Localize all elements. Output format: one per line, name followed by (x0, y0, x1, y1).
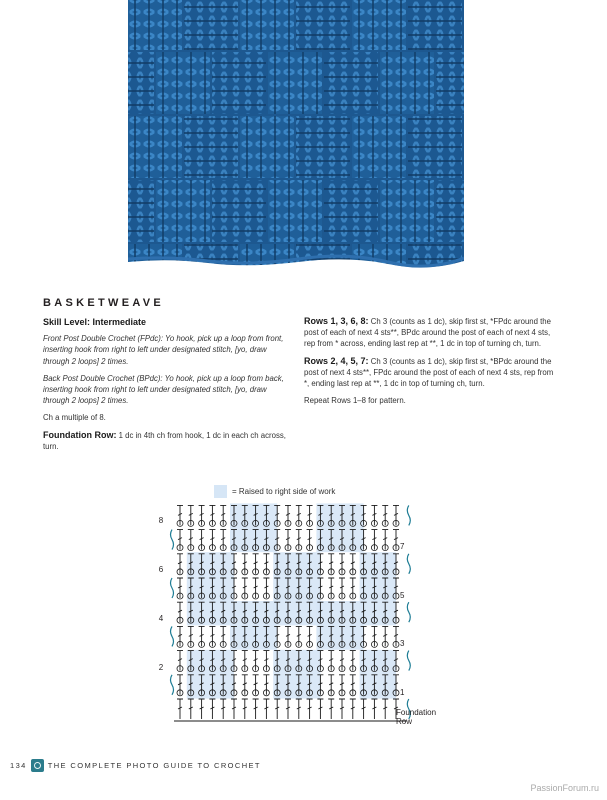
stitch-symbol (307, 530, 313, 550)
raised-region (187, 552, 234, 625)
stitch-symbol (253, 578, 259, 598)
stitch-symbol (263, 699, 269, 719)
raised-region (273, 650, 320, 699)
stitch-symbol (242, 651, 248, 671)
stitch-symbol (285, 626, 291, 646)
stitch-symbol (339, 699, 345, 719)
stitch-symbol (328, 554, 334, 574)
stitch-symbol (177, 530, 183, 550)
swatch-block (380, 180, 434, 242)
swatch-block (184, 0, 238, 50)
row-number-4: 4 (158, 614, 164, 623)
swatch-block (268, 52, 322, 114)
turning-chain (407, 554, 410, 574)
stitch-symbol (328, 578, 334, 598)
stitch-symbol (285, 699, 291, 719)
chain-multiple: Ch a multiple of 8. (43, 413, 106, 423)
stitch-symbol (328, 675, 334, 695)
repeat-instruction: Repeat Rows 1–8 for pattern. (304, 396, 406, 406)
swatch-block (436, 180, 464, 242)
turning-chain (171, 530, 174, 550)
stitch-symbol (296, 699, 302, 719)
swatch-block (156, 52, 210, 114)
turning-chain (171, 675, 174, 695)
swatch-block (408, 116, 462, 178)
stitch-symbol (199, 626, 205, 646)
stitch-symbol (220, 505, 226, 525)
foundation-row-label: Foundation Row: (43, 429, 117, 440)
swatch-block (240, 116, 294, 178)
row-number-5: 5 (400, 591, 405, 600)
turning-chain (171, 578, 174, 598)
stitch-symbol (350, 554, 356, 574)
stitch-symbol (253, 554, 259, 574)
swatch-block (352, 116, 406, 178)
stitch-symbol (317, 699, 323, 719)
stitch-symbol (350, 675, 356, 695)
stitch-symbol (371, 505, 377, 525)
stitch-symbol (263, 651, 269, 671)
swatch-block (324, 52, 378, 114)
section-title: BASKETWEAVE (43, 297, 165, 309)
stitch-symbol (285, 505, 291, 525)
row-number-1: 1 (400, 688, 405, 697)
stitch-symbol (177, 578, 183, 598)
swatch-block (436, 52, 464, 114)
stitch-symbol (307, 505, 313, 525)
stitch-symbol (177, 626, 183, 646)
row-number-7: 7 (400, 542, 405, 551)
stitch-symbol (188, 699, 194, 719)
stitch-symbol (263, 675, 269, 695)
bpdc-definition: Back Post Double Crochet (BPdc): Yo hook, pick up a loop from back, inserting hook from right to left under designated stitch, [yo, draw through 2 loops] 2 times. (43, 373, 284, 406)
stitch-symbol (361, 699, 367, 719)
stitch-symbol (199, 530, 205, 550)
stitch-symbol (382, 626, 388, 646)
stitch-symbol (350, 578, 356, 598)
stitch-symbol (350, 699, 356, 719)
swatch-photo (128, 0, 464, 270)
stitch-symbol (263, 578, 269, 598)
row-number-6: 6 (158, 565, 164, 574)
turning-chain (407, 651, 410, 671)
stitch-symbol (231, 699, 237, 719)
turning-chain (171, 626, 174, 646)
swatch-block (380, 52, 434, 114)
rows-1-3-6-8-text: Ch 3 (counts as 1 dc), skip first st, *FPdc around the post of each of next 4 sts**, BPdc around the post of each of next 4 sts, rep from * across, ending last rep at **, 1 dc in top of turning ch, turn. (304, 317, 551, 349)
page-number: 134 (10, 761, 27, 770)
stitch-symbol (263, 554, 269, 574)
stitch-symbol (209, 626, 215, 646)
stitch-symbol (296, 505, 302, 525)
stitch-symbol (393, 530, 399, 550)
stitch-symbol (307, 699, 313, 719)
stitch-symbol (242, 578, 248, 598)
stitch-symbol (393, 626, 399, 646)
foundation-row-instruction (43, 430, 286, 452)
turning-chain (407, 505, 410, 525)
raised-swatch (214, 485, 227, 498)
stitch-symbol (177, 554, 183, 574)
row-number-3: 3 (400, 639, 405, 648)
diagram-legend (214, 485, 335, 498)
stitch-symbol (285, 530, 291, 550)
stitch-symbol (220, 530, 226, 550)
skill-level: Skill Level: Intermediate (43, 317, 147, 327)
swatch-block (156, 180, 210, 242)
fpdc-definition: Front Post Double Crochet (FPdc): Yo hook, pick up a loop from front, inserting hook from right to left under designated stitch, [yo, draw through 2 loops] 2 times. (43, 334, 284, 366)
stitch-symbol (188, 530, 194, 550)
swatch-block (408, 0, 462, 50)
stitch-symbol (296, 530, 302, 550)
stitch-symbol (350, 651, 356, 671)
stitch-symbol (339, 651, 345, 671)
page-footer (10, 759, 261, 772)
stitch-symbol (177, 651, 183, 671)
swatch-block (324, 180, 378, 242)
stitch-symbol (371, 699, 377, 719)
stitch-symbol (382, 505, 388, 525)
row-number-2: 2 (158, 663, 164, 672)
stitch-symbol (177, 505, 183, 525)
instructions-right (304, 316, 554, 412)
turning-chain (407, 602, 410, 622)
raised-region (187, 650, 234, 699)
swatch-block (296, 0, 350, 50)
raised-region (273, 552, 320, 625)
rows-even-instruction (304, 356, 554, 390)
stitch-symbol (328, 699, 334, 719)
foundation-label-line1: Foundation (396, 708, 437, 717)
stitch-symbol (242, 675, 248, 695)
stitch-symbol (253, 699, 259, 719)
stitch-symbol (242, 699, 248, 719)
stitch-symbol (209, 699, 215, 719)
foundation-label-line2: Row (396, 717, 413, 726)
stitch-symbol (339, 554, 345, 574)
swatch-block (128, 180, 154, 242)
stitch-symbol (177, 602, 183, 622)
swatch-block (240, 0, 294, 50)
stitch-symbol (253, 651, 259, 671)
stitch-symbol (177, 699, 183, 719)
watermark: PassionForum.ru (530, 783, 599, 793)
rows-1-3-6-8-label: Rows 1, 3, 6, 8: (304, 316, 369, 326)
rows-odd-instruction (304, 316, 554, 350)
stitch-symbol (209, 530, 215, 550)
book-title: THE COMPLETE PHOTO GUIDE TO CROCHET (47, 761, 261, 770)
stitch-symbol (307, 626, 313, 646)
stitch-symbol (371, 530, 377, 550)
stitch-diagram (150, 500, 450, 740)
swatch-block (352, 0, 406, 50)
swatch-block (128, 52, 154, 114)
stitch-symbol (188, 505, 194, 525)
foundation-row-text: 1 dc in 4th ch from hook, 1 dc in each ch across, turn. (43, 430, 286, 451)
stitch-symbol (274, 699, 280, 719)
swatch-block (212, 52, 266, 114)
rows-2-4-5-7-text: Ch 3 (counts as 1 dc), skip first st, *BPdc around the post of next 4 sts**, FPdc around the post of each of next 4 sts, rep from *, ending last rep at **, 1 dc in top of turning ch, turn. (304, 356, 554, 389)
swatch-block (296, 116, 350, 178)
raised-region (360, 552, 396, 625)
swatch-block (128, 0, 182, 50)
stitch-symbol (296, 626, 302, 646)
stitch-symbol (199, 699, 205, 719)
stitch-symbol (220, 626, 226, 646)
stitch-symbol (253, 675, 259, 695)
instructions-left (43, 317, 286, 458)
stitch-symbol (393, 505, 399, 525)
stitch-symbol (371, 626, 377, 646)
stitch-symbol (199, 505, 205, 525)
rows-2-4-5-7-label: Rows 2, 4, 5, 7: (304, 355, 369, 366)
swatch-block (268, 180, 322, 242)
legend-text: = Raised to right side of work (232, 487, 336, 496)
stitch-symbol (382, 699, 388, 719)
stitch-symbol (382, 530, 388, 550)
stitch-symbol (220, 699, 226, 719)
stitch-symbol (188, 626, 194, 646)
swatch-block (212, 180, 266, 242)
stitch-symbol (328, 651, 334, 671)
row-number-8: 8 (158, 516, 164, 525)
swatch-block (184, 116, 238, 178)
stitch-symbol (209, 505, 215, 525)
swatch-block (128, 116, 182, 178)
book-logo-icon (31, 759, 44, 772)
stitch-symbol (177, 675, 183, 695)
raised-region (360, 650, 396, 699)
stitch-symbol (339, 675, 345, 695)
stitch-symbol (242, 554, 248, 574)
stitch-symbol (339, 578, 345, 598)
